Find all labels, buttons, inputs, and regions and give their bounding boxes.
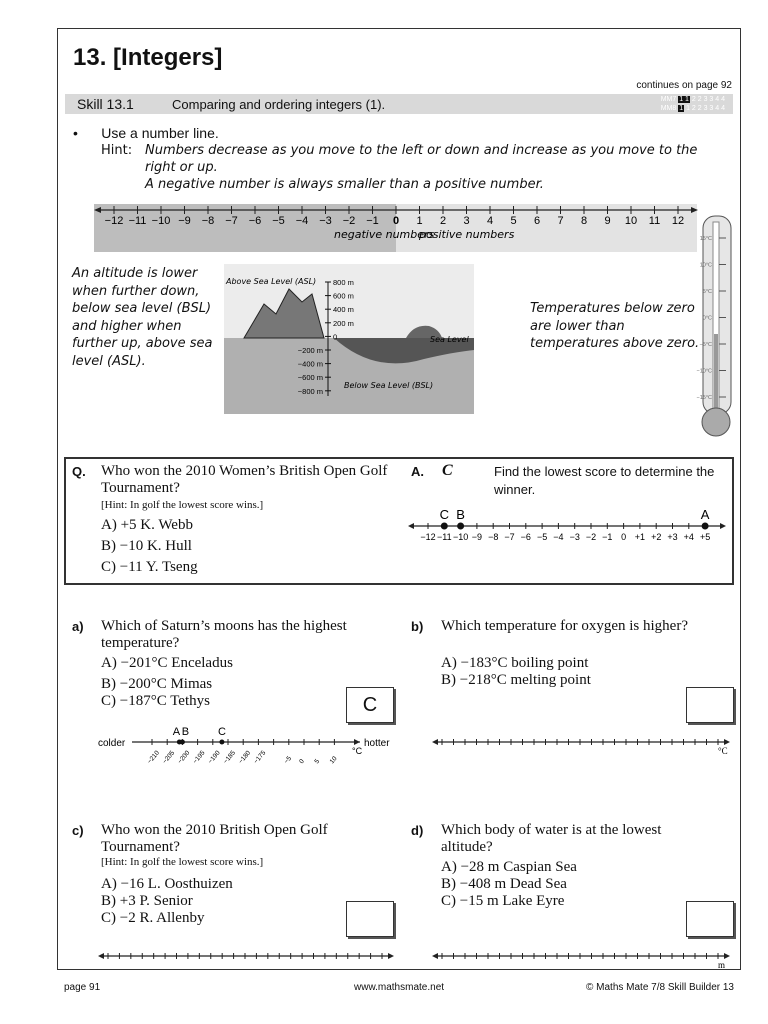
positive-label: positive numbers	[419, 228, 515, 241]
ex-tick-label: −5	[536, 532, 548, 542]
skill-topic: Comparing and ordering integers (1).	[172, 97, 386, 112]
thermo-label: −5°C	[699, 342, 712, 348]
qa-tick-label: 5	[313, 758, 322, 766]
blank-arrow-right	[724, 953, 730, 959]
alt-scale-label: −800 m	[297, 386, 323, 396]
thermo-label: 15°C	[699, 236, 712, 242]
ex-tick-label: −1	[602, 532, 613, 542]
blank-arrow-left	[432, 739, 438, 745]
alt-scale-label: 600 m	[333, 291, 354, 301]
blank-unit: m	[718, 960, 726, 970]
example-option-a: A) +5 K. Webb	[101, 517, 193, 533]
qc-hint: [Hint: In golf the lowest score wins.]	[101, 856, 264, 868]
intro-tick-label: −9	[178, 215, 191, 227]
intro-tick-label: 11	[648, 215, 661, 227]
intro-tick-label: 1	[416, 215, 423, 227]
qa-point	[180, 740, 185, 745]
intro-tick-label: 2	[439, 215, 447, 227]
ex-point	[702, 523, 709, 530]
intro-tick-label: −1	[366, 215, 379, 227]
qa-hotter-label: hotter	[364, 738, 390, 749]
qa-tick-label: −175	[252, 749, 268, 766]
ex-tick-label: +3	[667, 532, 678, 542]
ex-tick-label: −2	[585, 532, 597, 542]
intro-tick-label: −5	[272, 215, 285, 227]
qa-point-label: A	[172, 726, 181, 738]
qd-question: Which body of water is at the lowest altitude?	[441, 822, 662, 855]
qc-label: c)	[72, 823, 84, 838]
negative-label: negative numbers	[334, 228, 435, 241]
blank-arrow-right	[388, 953, 394, 959]
alt-scale-label: −400 m	[297, 359, 323, 369]
qa-label: a)	[72, 619, 84, 634]
intro-bullet: • Use a number line.	[73, 125, 219, 141]
example-number-line	[408, 504, 726, 544]
example-answer: C	[442, 462, 453, 479]
intro-tick-label: 5	[510, 215, 517, 227]
ex-tick-label: −7	[504, 532, 515, 542]
qa-tick-label: −190	[206, 749, 222, 766]
ex-tick-label: +4	[683, 532, 694, 542]
footer-page: page 91	[64, 982, 101, 993]
skill-name: Skill 13.1	[77, 96, 134, 112]
intro-tick-label: 0	[392, 215, 400, 227]
qa-tick-label: −195	[191, 749, 207, 766]
maths-mate-index: MM7 1 1 2 2 3 3 4 4 MM8 1 1 2 2 3 3 4 4	[660, 96, 725, 112]
qa-option-a: A) −201°C Enceladus	[101, 655, 233, 671]
ex-tick-label: −9	[471, 532, 483, 542]
intro-tick-label: 10	[624, 215, 638, 227]
intro-tick-label: 3	[463, 215, 470, 227]
qa-unit: °C	[352, 746, 363, 756]
example-question: Who won the 2010 Women’s British Open Golf Tournament?	[101, 463, 388, 496]
thermo-label: −15°C	[696, 395, 712, 401]
temperature-text: Temperatures below zero are lower than temperatures above zero.	[530, 301, 700, 351]
qa-point	[219, 740, 224, 745]
intro-number-line	[94, 204, 698, 252]
altitude-text: An altitude is lower when further down, below sea level (BSL) and higher when further up, above sea level (ASL).	[72, 266, 213, 369]
qa-tick-label: 10	[328, 755, 339, 766]
qa-tick-label: −200	[176, 749, 192, 766]
footer-copyright: © Maths Mate 7/8 Skill Builder 13	[586, 982, 734, 993]
ex-arrow-left	[408, 523, 414, 529]
intro-tick-label: −4	[295, 215, 309, 227]
ex-tick-label: +1	[634, 532, 646, 542]
example-a-label: A.	[411, 464, 424, 479]
page-title: 13. [Integers]	[73, 44, 223, 71]
intro-hint: Hint: Numbers decrease as you move to the left or down and increase as you move to the right or up. A negative number is always smaller than a positive number.	[101, 143, 698, 192]
alt-scale-label: −600 m	[297, 373, 323, 383]
ex-tick-label: −4	[553, 532, 564, 542]
qa-arrow	[354, 739, 360, 745]
qa-answer-box[interactable]: C	[346, 687, 394, 723]
ex-point	[457, 523, 464, 530]
bsl-label: Below Sea Level (BSL)	[344, 381, 434, 390]
ex-point-label: A	[700, 507, 710, 522]
qb-answer-box[interactable]	[686, 687, 734, 723]
ex-point-label: B	[456, 507, 465, 522]
ex-point-label: C	[439, 507, 449, 522]
qc-option-a: A) −16 L. Oosthuizen	[101, 876, 233, 892]
ex-tick-label: −11	[436, 532, 452, 542]
qa-colder-label: colder	[98, 738, 126, 749]
ex-tick-label: −12	[420, 532, 436, 542]
qd-answer-box[interactable]	[686, 901, 734, 937]
qd-number-line	[432, 944, 738, 970]
intro-tick-label: −7	[225, 215, 238, 227]
example-hint: [Hint: In golf the lowest score wins.]	[101, 499, 264, 511]
example-explain: Find the lowest score to determine the winner.	[494, 464, 715, 497]
qa-number-line	[98, 720, 398, 770]
intro-tick-label: 12	[671, 215, 685, 227]
qc-answer-box[interactable]	[346, 901, 394, 937]
continues-note: continues on page 92	[636, 80, 732, 91]
thermometer	[696, 214, 734, 440]
thermo-label: 5°C	[702, 289, 712, 295]
intro-tick-label: 7	[557, 215, 564, 227]
qa-tick-label: −205	[161, 749, 177, 766]
qb-option-b: B) −218°C melting point	[441, 672, 591, 688]
qd-option-a: A) −28 m Caspian Sea	[441, 859, 577, 875]
blank-unit: °C	[718, 746, 728, 756]
intro-tick-label: −11	[128, 215, 147, 227]
qa-tick-label: −5	[282, 755, 294, 766]
ex-tick-label: 0	[621, 532, 627, 542]
alt-scale-label: −200 m	[297, 346, 323, 355]
alt-scale-label: 800 m	[333, 278, 354, 287]
thermo-label: 0°C	[702, 315, 712, 322]
qc-option-c: C) −2 R. Allenby	[101, 910, 205, 926]
alt-scale-label: 0	[333, 332, 338, 342]
qa-option-c: C) −187°C Tethys	[101, 693, 210, 709]
example-option-c: C) −11 Y. Tseng	[101, 559, 198, 575]
intro-tick-label: 9	[604, 215, 611, 227]
ex-tick-label: −8	[488, 532, 499, 542]
qd-option-c: C) −15 m Lake Eyre	[441, 893, 565, 909]
skill-bar	[65, 94, 733, 114]
ex-tick-label: −10	[452, 532, 469, 542]
alt-scale-label: 200 m	[333, 318, 354, 328]
ex-point	[441, 523, 448, 530]
ex-tick-label: +5	[699, 532, 711, 542]
qc-option-b: B) +3 P. Senior	[101, 893, 193, 909]
intro-tick-label: −12	[104, 215, 124, 227]
qd-label: d)	[411, 823, 424, 838]
intro-tick-label: 6	[533, 215, 541, 227]
example-option-b: B) −10 K. Hull	[101, 538, 192, 554]
intro-tick-label: 4	[486, 215, 494, 227]
blank-arrow-right	[724, 739, 730, 745]
example-q-label: Q.	[72, 464, 86, 479]
asl-label: Above Sea Level (ASL)	[226, 277, 317, 286]
intro-tick-label: −10	[151, 215, 171, 227]
qa-option-b: B) −200°C Mimas	[101, 676, 213, 692]
ex-tick-label: +2	[651, 532, 662, 542]
footer-url[interactable]: www.mathsmate.net	[354, 982, 445, 993]
qc-number-line	[98, 944, 398, 964]
qc-question: Who won the 2010 British Open Golf Tournament?	[101, 822, 328, 855]
qa-question: Which of Saturn’s moons has the highest temperature?	[101, 618, 347, 651]
qa-tick-label: −180	[237, 749, 253, 766]
qd-option-b: B) −408 m Dead Sea	[441, 876, 567, 892]
qa-tick-label: −210	[146, 749, 161, 766]
qa-tick-label: −185	[222, 749, 237, 766]
altitude-illustration	[224, 264, 474, 414]
qb-option-a: A) −183°C boiling point	[441, 655, 589, 671]
intro-tick-label: −6	[248, 215, 262, 227]
qb-label: b)	[411, 619, 424, 634]
intro-tick-label: −8	[201, 215, 215, 227]
ex-tick-label: −3	[569, 532, 580, 542]
intro-tick-label: 8	[580, 215, 588, 227]
sea-level-label: Sea Level	[430, 335, 469, 344]
intro-tick-label: −3	[319, 215, 332, 227]
qa-point-label: B	[181, 726, 190, 738]
qa-point-label: C	[217, 726, 226, 738]
alt-scale-label: 400 m	[333, 305, 354, 315]
blank-arrow-left	[432, 953, 438, 959]
qb-question: Which temperature for oxygen is higher?	[441, 618, 688, 634]
qb-number-line	[432, 730, 738, 760]
thermo-label: 10°C	[699, 262, 712, 269]
qa-tick-label: 0	[298, 758, 306, 766]
blank-arrow-left	[98, 953, 104, 959]
thermo-label: −10°C	[696, 368, 712, 375]
intro-tick-label: −2	[342, 215, 356, 227]
ex-tick-label: −6	[520, 532, 531, 542]
ex-arrow-right	[720, 523, 726, 529]
